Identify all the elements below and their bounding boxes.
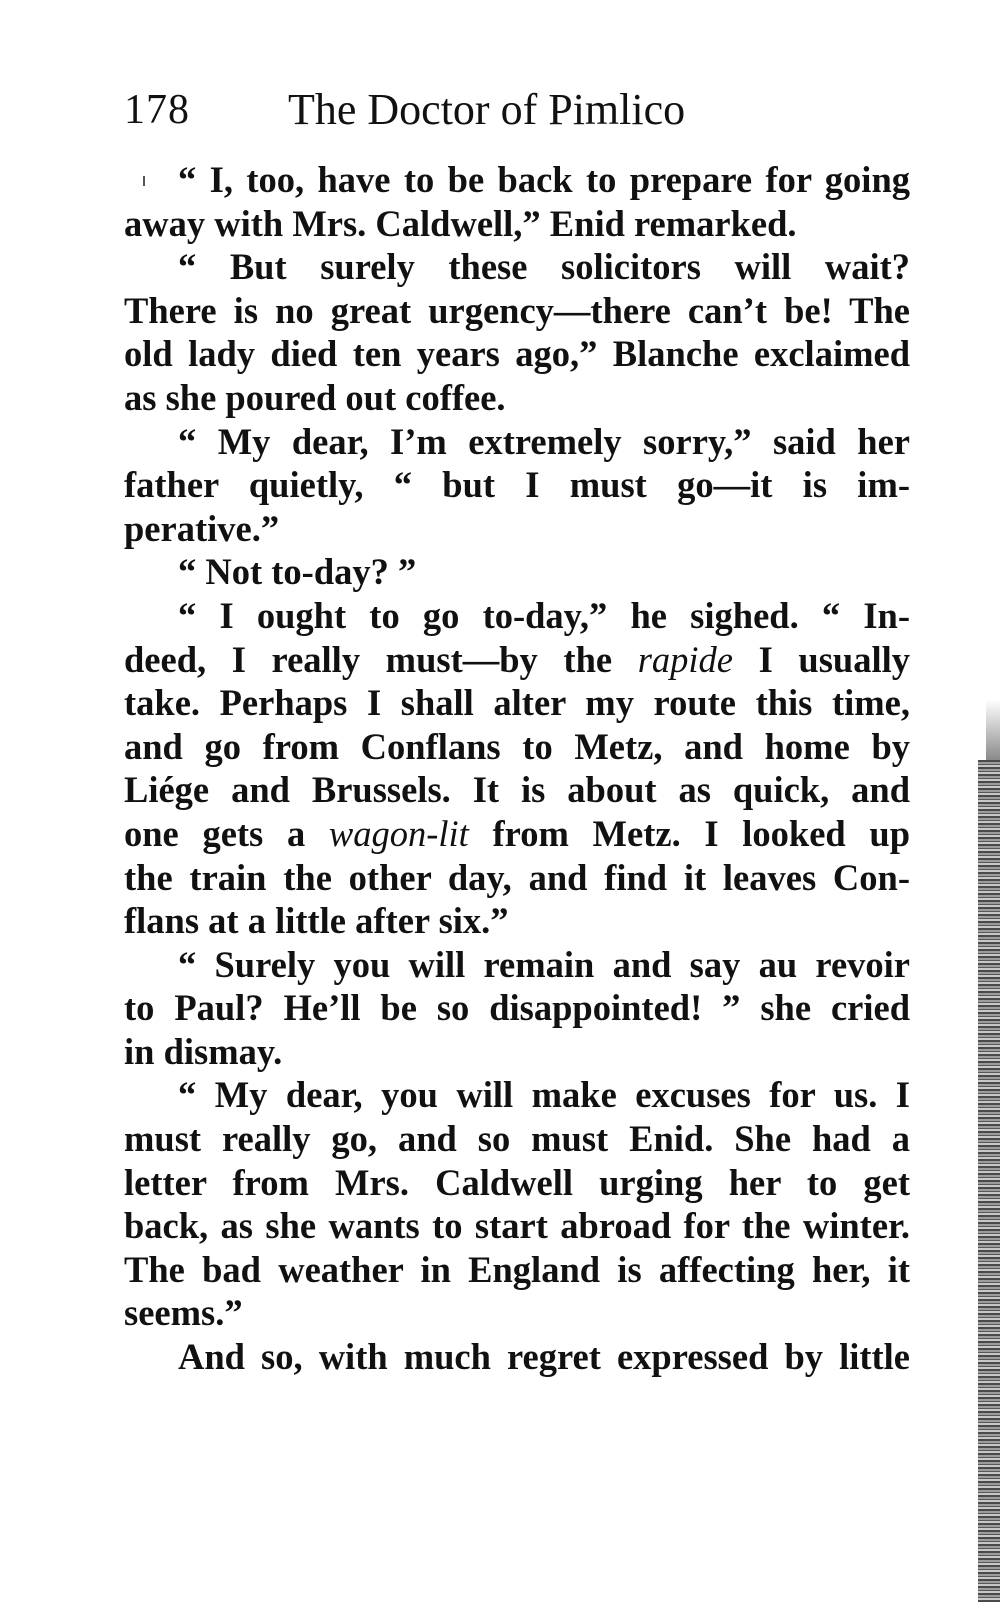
text-line: the train the other day, and find it leaves Con-: [124, 856, 910, 898]
text-line: father quietly, “ but I must go—it is im-: [124, 464, 910, 506]
text-line: The bad weather in England is affecting her, it: [124, 1248, 910, 1290]
page-edge-shadow: [986, 700, 1000, 760]
text-line: away with Mrs. Caldwell,” Enid remarked.: [124, 202, 797, 244]
page-edge-stack: [978, 760, 1000, 1602]
italic-word: wagon-lit: [328, 812, 469, 854]
text-line: letter from Mrs. Caldwell urging her to get: [124, 1161, 910, 1203]
text-line: “ My dear, I’m extremely sorry,” said her: [178, 420, 910, 462]
text-line: and go from Conflans to Metz, and home by: [124, 725, 910, 767]
text-line: “ My dear, you will make excuses for us. I: [178, 1074, 910, 1116]
text-line: to Paul? He’ll be so disappointed! ” she cried: [124, 987, 910, 1029]
text-line: perative.”: [124, 507, 280, 549]
text-line: And so, with much regret expressed by little: [178, 1336, 910, 1378]
text-line: “ But surely these solicitors will wait?: [178, 246, 910, 288]
text-line: flans at a little after six.”: [124, 900, 509, 942]
text-line: in dismay.: [124, 1030, 283, 1072]
text-line: There is no great urgency—there can’t be! The: [124, 289, 910, 331]
text-line: as she poured out coffee.: [124, 376, 506, 418]
body-text: [124, 158, 910, 1379]
text-line: back, as she wants to start abroad for the winter.: [124, 1205, 910, 1247]
text-line: “ I ought to go to-day,” he sighed. “ In-: [178, 594, 910, 636]
text-line: one gets a wagon-lit from Metz. I looked up: [124, 812, 911, 854]
text-line: “ Surely you will remain and say au revoir: [178, 943, 910, 985]
running-head: [124, 80, 924, 140]
text-line: “ I, too, have to be back to prepare for going: [178, 159, 910, 200]
text-line: take. Perhaps I shall alter my route this time,: [124, 682, 910, 724]
running-title: The Doctor of Pimlico: [288, 85, 686, 134]
text-line: Liége and Brussels. It is about as quick, and: [124, 769, 910, 811]
text-line: seems.”: [124, 1292, 243, 1334]
italic-word: rapide: [637, 638, 733, 680]
text-line: deed, I really must—by the rapide I usually: [124, 638, 910, 680]
text-line: “ Not to-day? ”: [178, 551, 417, 593]
text-line: old lady died ten years ago,” Blanche exclaimed: [124, 333, 910, 375]
page-number: 178: [124, 87, 190, 133]
text-line: must really go, and so must Enid. She had a: [124, 1118, 910, 1160]
